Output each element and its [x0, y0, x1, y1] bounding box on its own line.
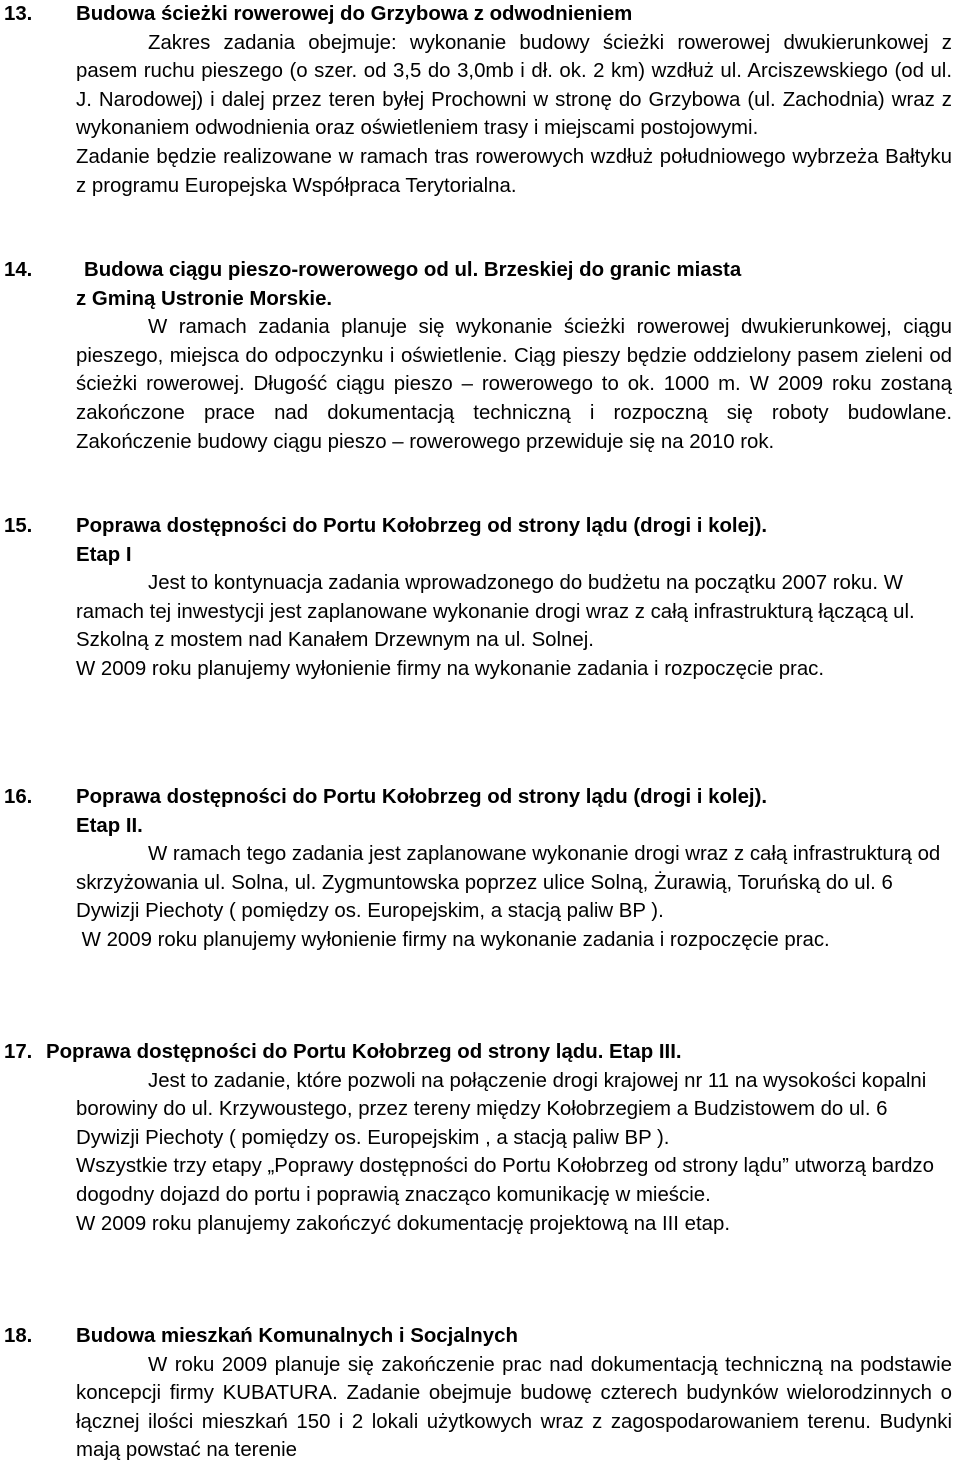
section-title-line-2: Etap I: [76, 543, 132, 566]
section-title-line-2: Etap II.: [76, 814, 143, 837]
section-paragraph: Zadanie będzie realizowane w ramach tras rowerowych wzdłuż południowego wybrzeża Bałtyku z programu Europejska Współpraca Terytorialna.: [76, 145, 952, 197]
section-number: 18.: [4, 1325, 33, 1347]
section-title: Budowa ścieżki rowerowej do Grzybowa z odwodnieniem: [76, 3, 633, 25]
section-number: 15.: [4, 515, 33, 537]
section-title-line-1: Poprawa dostępności do Portu Kołobrzeg od strony lądu (drogi i kolej).: [76, 786, 768, 808]
section-paragraph: W ramach tego zadania jest zaplanowane wykonanie drogi wraz z całą infrastrukturą od skrzyżowania ul. Solna, ul. Zygmuntowska poprzez ulice Solną, Żurawią, Toruńską do ul. 6 Dywizji Piechoty ( pomiędzy os. Europejskim, a stacją paliw BP ).: [76, 843, 941, 923]
section-title: Poprawa dostępności do Portu Kołobrzeg od strony lądu. Etap III.: [46, 1041, 682, 1063]
section-title-line-2: z Gminą Ustronie Morskie.: [76, 287, 333, 310]
section-number: 16.: [4, 786, 33, 808]
section-paragraph: Zakres zadania obejmuje: wykonanie budowy ścieżki rowerowej dwukierunkowej z pasem ruchu pieszego (o szer. od 3,5 do 3,0mb i dł. ok. 2 km) wzdłuż ul. Arciszewskiego (od ul. J. Narodowej) i dalej przez teren byłej Prochowni w stronę do Grzybowa (ul. Zachodnia) wraz z wykonaniem odwodnienia oraz oświetleniem trasy i miejscami postojowymi.: [76, 31, 952, 140]
section-number: 14.: [4, 259, 33, 281]
section-paragraph: Jest to zadanie, które pozwoli na połączenie drogi krajowej nr 11 na wysokości kopalni borowiny do ul. Krzywoustego, przez tereny między Kołobrzegiem a Budzistowem do ul. 6 Dywizji Piechoty ( pomiędzy os. Europejskim , a stacją paliw BP ).: [76, 1069, 927, 1149]
section-paragraph: W 2009 roku planujemy wyłonienie firmy na wykonanie zadania i rozpoczęcie prac.: [76, 928, 830, 951]
section-title-line-1: Budowa ciągu pieszo-rowerowego od ul. Brzeskiej do granic miasta: [84, 259, 742, 281]
section-title: Budowa mieszkań Komunalnych i Socjalnych: [76, 1325, 518, 1347]
section-paragraph: Wszystkie trzy etapy „Poprawy dostępności do Portu Kołobrzeg od strony lądu” utworzą bardzo dogodny dojazd do portu i poprawią znacząco komunikację w mieście.: [76, 1155, 934, 1206]
section-number: 13.: [4, 3, 33, 25]
section-title-line-1: Poprawa dostępności do Portu Kołobrzeg od strony lądu (drogi i kolej).: [76, 515, 768, 537]
section-paragraph: W 2009 roku planujemy zakończyć dokumentację projektową na III etap.: [76, 1212, 730, 1235]
section-number: 17.: [4, 1041, 33, 1063]
section-paragraph: W ramach zadania planuje się wykonanie ścieżki rowerowej dwukierunkowej, ciągu pieszego, miejsca do odpoczynku i oświetlenie. Ciąg pieszy będzie oddzielony pasem zieleni od ścieżki rowerowej. Długość ciągu pieszo – rowerowego to ok. 1000 m. W 2009 roku zostaną zakończone prace nad dokumentacją techniczną i rozpoczną się roboty budowlane. Zakończenie budowy ciągu pieszo – rowerowego przewiduje się na 2010 rok.: [76, 316, 952, 453]
section-paragraph: Jest to kontynuacja zadania wprowadzonego do budżetu na początku 2007 roku. W ramach tej inwestycji jest zaplanowane wykonanie drogi wraz z całą infrastrukturą łączącą ul. Szkolną z mostem nad Kanałem Drzewnym na ul. Solnej.: [76, 572, 915, 652]
section-paragraph: W roku 2009 planuje się zakończenie prac nad dokumentacją techniczną na podstawie koncepcji firmy KUBATURA. Zadanie obejmuje budowę czterech budynków wielorodzinnych o łącznej ilości mieszkań 150 i 2 lokali użytkowych wraz z zagospodarowaniem terenu. Budynki mają powstać na terenie: [76, 1353, 952, 1462]
section-paragraph: W 2009 roku planujemy wyłonienie firmy na wykonanie zadania i rozpoczęcie prac.: [76, 657, 825, 680]
